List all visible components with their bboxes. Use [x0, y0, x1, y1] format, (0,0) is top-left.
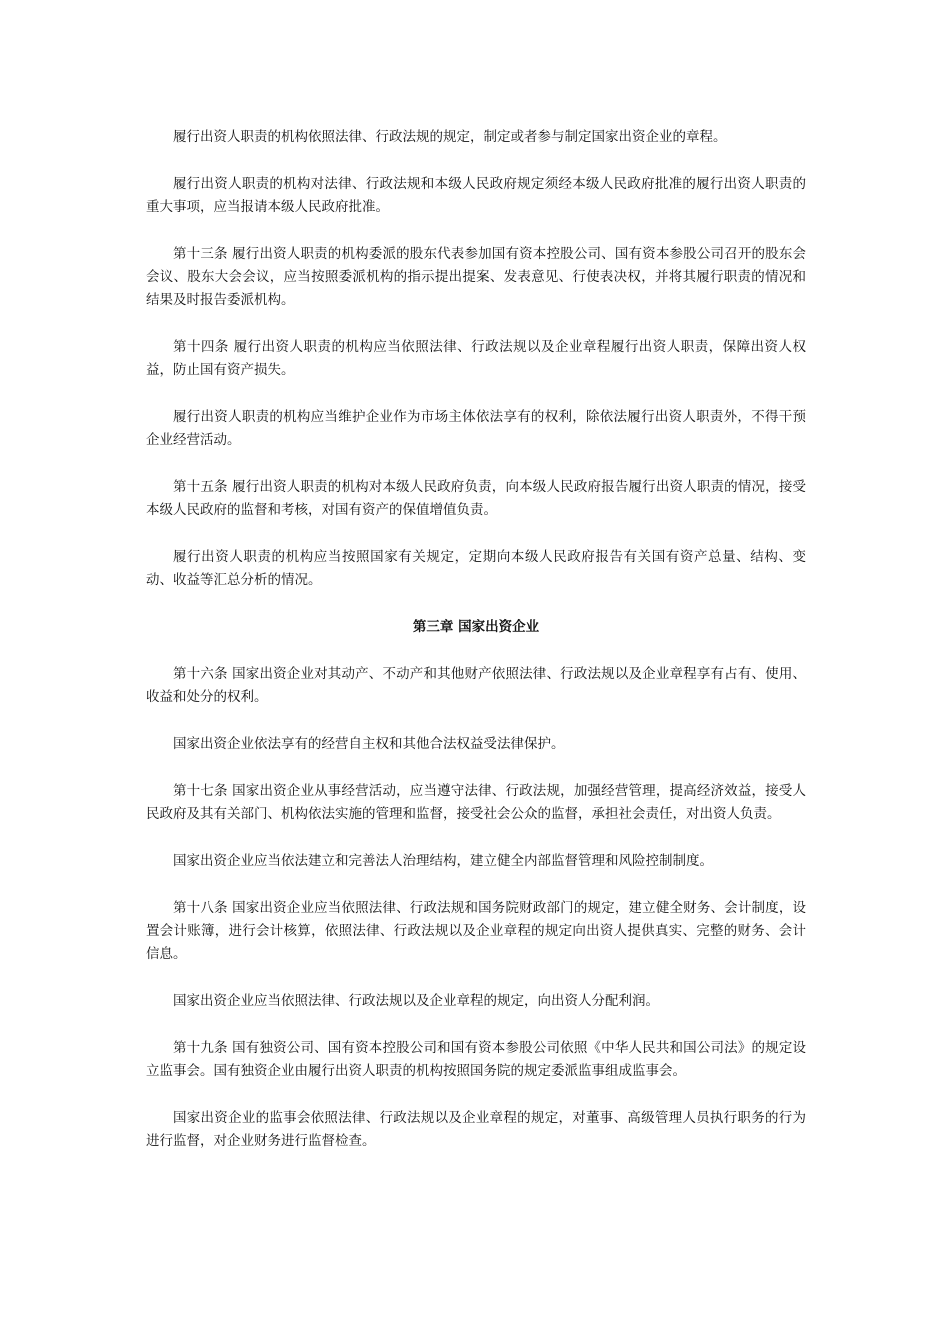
paragraph: 国家出资企业应当依照法律、行政法规以及企业章程的规定，向出资人分配利润。 — [173, 993, 659, 1009]
paragraph: 履行出资人职责的机构对法律、行政法规和本级人民政府规定须经本级人民政府批准的履行出资人职责的重大事项，应当报请本级人民政府批准。 — [146, 176, 806, 215]
paragraph: 国家出资企业依法享有的经营自主权和其他合法权益受法律保护。 — [173, 736, 565, 752]
article-14-paragraph: 第十四条 履行出资人职责的机构应当依照法律、行政法规以及企业章程履行出资人职责，保障出资人权益，防止国有资产损失。 — [146, 339, 806, 378]
chapter-heading: 第三章 国家出资企业 — [412, 619, 540, 635]
document-body — [146, 126, 806, 1177]
paragraph: 国家出资企业应当依法建立和完善法人治理结构，建立健全内部监督管理和风险控制制度。 — [173, 853, 713, 869]
article-17-paragraph: 第十七条 国家出资企业从事经营活动，应当遵守法律、行政法规，加强经营管理，提高经济效益，接受人民政府及其有关部门、机构依法实施的管理和监督，接受社会公众的监督，承担社会责任，对出资人负责。 — [146, 783, 806, 822]
paragraph: 履行出资人职责的机构应当维护企业作为市场主体依法享有的权利，除依法履行出资人职责外，不得干预企业经营活动。 — [146, 409, 806, 448]
paragraph: 履行出资人职责的机构依照法律、行政法规的规定，制定或者参与制定国家出资企业的章程。 — [173, 129, 727, 145]
article-19-paragraph: 第十九条 国有独资公司、国有资本控股公司和国有资本参股公司依照《中华人民共和国公司法》的规定设立监事会。国有独资企业由履行出资人职责的机构按照国务院的规定委派监事组成监事会。 — [146, 1040, 806, 1079]
article-16-paragraph: 第十六条 国家出资企业对其动产、不动产和其他财产依照法律、行政法规以及企业章程享有占有、使用、收益和处分的权利。 — [146, 666, 806, 705]
article-15-paragraph: 第十五条 履行出资人职责的机构对本级人民政府负责，向本级人民政府报告履行出资人职责的情况，接受本级人民政府的监督和考核，对国有资产的保值增值负责。 — [146, 479, 806, 518]
article-18-paragraph: 第十八条 国家出资企业应当依照法律、行政法规和国务院财政部门的规定，建立健全财务、会计制度，设置会计账簿，进行会计核算，依照法律、行政法规以及企业章程的规定向出资人提供真实、完整的财务、会计信息。 — [146, 900, 806, 962]
article-13-paragraph: 第十三条 履行出资人职责的机构委派的股东代表参加国有资本控股公司、国有资本参股公司召开的股东会会议、股东大会会议，应当按照委派机构的指示提出提案、发表意见、行使表决权，并将其履行职责的情况和结果及时报告委派机构。 — [146, 246, 806, 308]
paragraph: 履行出资人职责的机构应当按照国家有关规定，定期向本级人民政府报告有关国有资产总量、结构、变动、收益等汇总分析的情况。 — [146, 549, 806, 588]
paragraph: 国家出资企业的监事会依照法律、行政法规以及企业章程的规定，对董事、高级管理人员执行职务的行为进行监督，对企业财务进行监督检查。 — [146, 1110, 806, 1149]
